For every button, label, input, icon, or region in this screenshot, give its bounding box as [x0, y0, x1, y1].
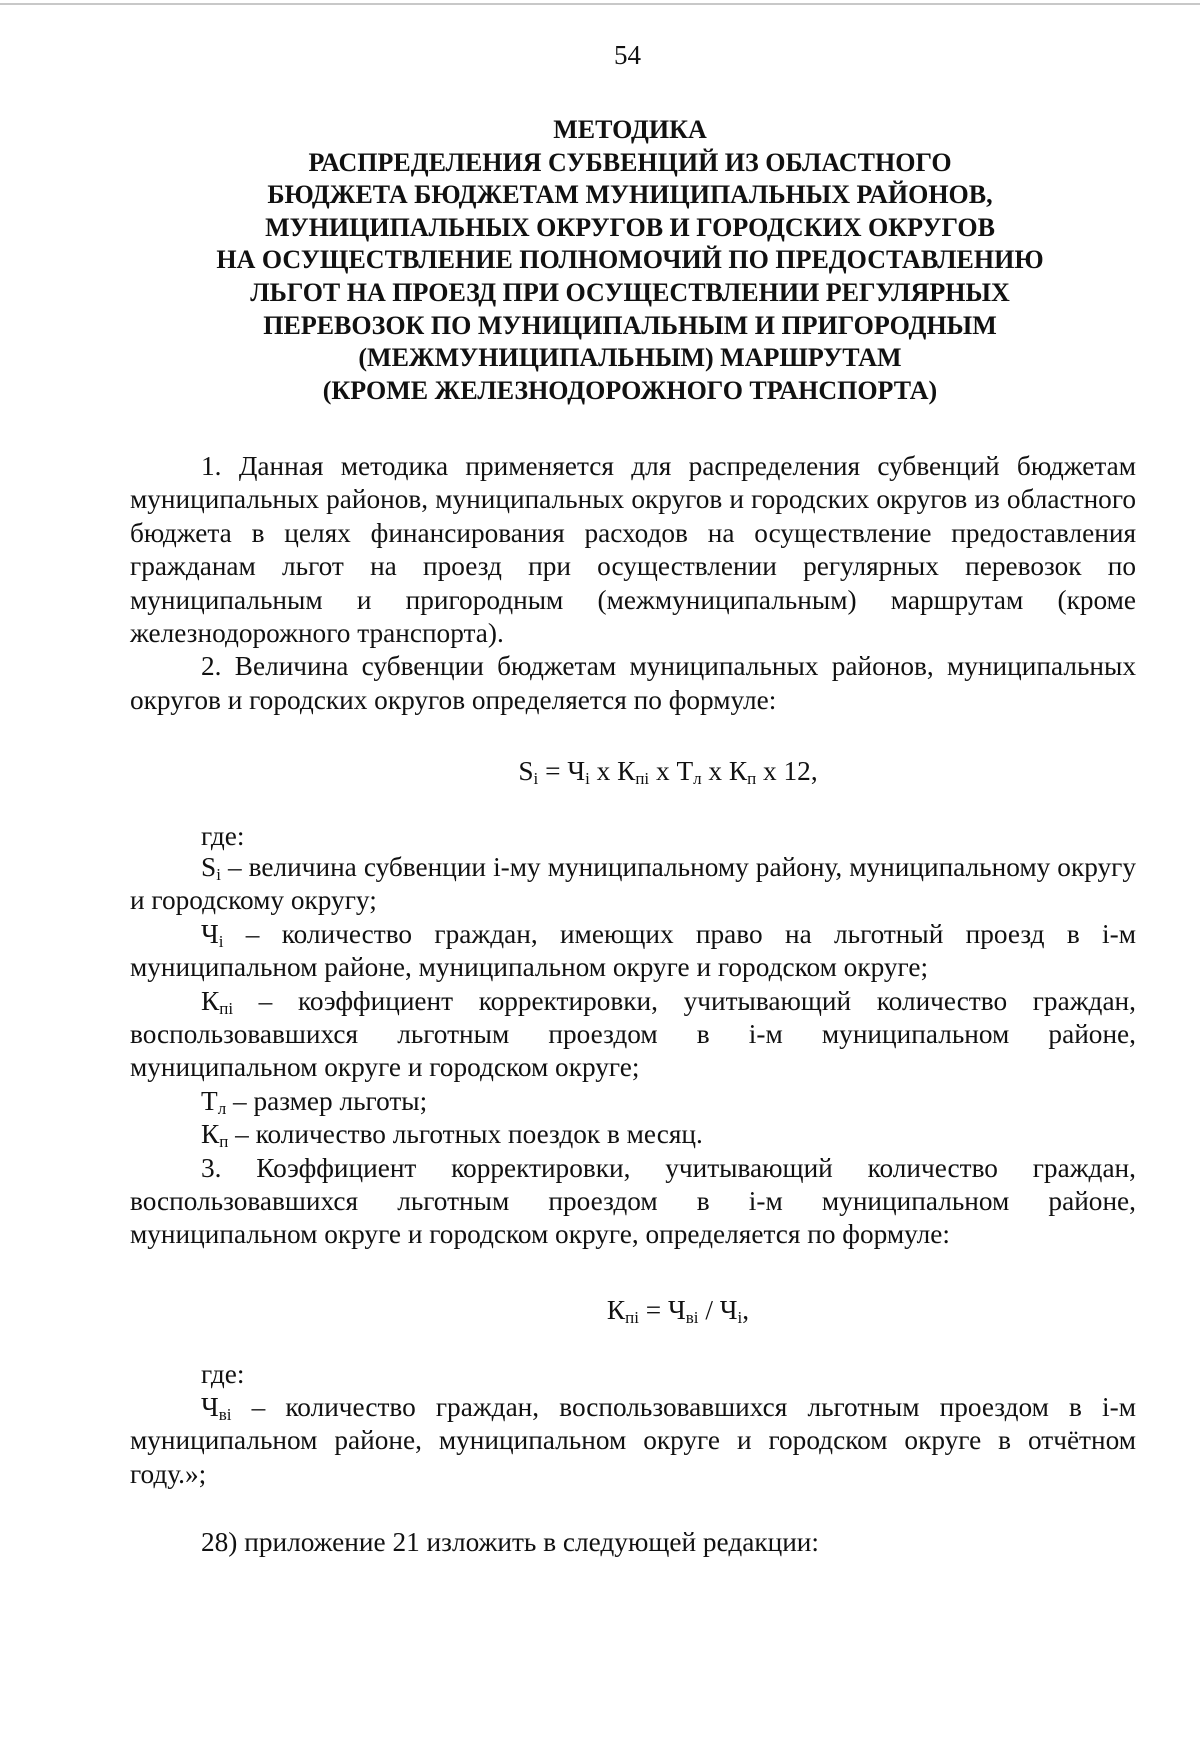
def-symbol: Ч [201, 1392, 219, 1422]
definition-kpi [130, 985, 1136, 1085]
def-subscript: л [217, 1098, 227, 1118]
formula-subscript: i [737, 1308, 743, 1327]
formula-symbol: Ч [719, 1295, 738, 1325]
where-label-2 [130, 1358, 1136, 1391]
formula-coefficient [130, 1295, 1136, 1326]
title-line: БЮДЖЕТА БЮДЖЕТАМ МУНИЦИПАЛЬНЫХ РАЙОНОВ, [267, 180, 993, 210]
page-number: 54 [614, 40, 641, 70]
title-line: ПЕРЕВОЗОК ПО МУНИЦИПАЛЬНЫМ И ПРИГОРОДНЫМ [263, 310, 997, 340]
title-line: НА ОСУЩЕСТВЛЕНИЕ ПОЛНОМОЧИЙ ПО ПРЕДОСТАВЛЕНИЮ [216, 245, 1044, 275]
formula-tail: , [742, 1295, 750, 1325]
formula-symbol: S [518, 756, 534, 786]
definition-tl [130, 1085, 1136, 1118]
def-symbol: К [201, 985, 220, 1016]
def-subscript: i [216, 865, 221, 884]
def-symbol: Т [201, 1085, 218, 1116]
paragraph-1: 1. Данная методика применяется для распределения субвенций бюджетам муниципальных районов, муниципальных округов и городских округов из областного бюджета в целях финансирования расходов на осуществление предоставления гражданам льгот на проезд при осуществлении регулярных перевозок по муниципальным и пригородным (межмуниципальным) маршрутам (кроме железнодорожного транспорта). [130, 451, 1136, 649]
formula-operator: x [649, 756, 677, 786]
formula-operator: x [701, 756, 729, 786]
title-line: ЛЬГОТ НА ПРОЕЗД ПРИ ОСУЩЕСТВЛЕНИИ РЕГУЛЯРНЫХ [250, 277, 1010, 307]
formula-operator: = [538, 756, 568, 786]
formula-operator: = [638, 1295, 669, 1325]
formula-subscript: i [585, 769, 590, 788]
formula-operator: / [698, 1295, 720, 1325]
formula-symbol: Ч [567, 756, 586, 786]
def-subscript: п [219, 1132, 229, 1152]
formula-symbol: Т [676, 756, 694, 786]
formula-subscript: л [693, 769, 702, 788]
def-text: – количество льготных поездок в месяц. [228, 1119, 703, 1150]
formula-subvention [130, 756, 1136, 787]
formula-symbol: К [606, 1295, 626, 1325]
scan-edge-line [0, 3, 1200, 5]
definition-si [130, 851, 1136, 918]
def-subscript: i [218, 931, 224, 951]
definition-kn [130, 1118, 1136, 1151]
formula-symbol: К [728, 756, 748, 786]
formula-symbol: К [617, 756, 636, 786]
def-symbol: К [201, 1119, 220, 1150]
def-text: – количество граждан, имеющих право на льготный проезд в i-м муниципальном районе, муниципальном округе и городском округе; [130, 918, 1136, 983]
formula-operator: x [589, 756, 618, 786]
formula-subscript: вi [685, 1308, 699, 1327]
formula-subscript: пi [625, 1308, 639, 1327]
def-text: – количество граждан, воспользовавшихся льготным проездом в i-м муниципальном районе, муниципальном округе и городском округе в отчётном году.»; [130, 1392, 1136, 1489]
def-subscript: пi [219, 998, 234, 1018]
title-line: (КРОМЕ ЖЕЛЕЗНОДОРОЖНОГО ТРАНСПОРТА) [322, 375, 938, 405]
def-text: – коэффициент корректировки, учитывающий количество граждан, воспользовавшихся льготным проездом в i-м муниципальном районе, муниципальном округе и городском округе; [130, 985, 1136, 1083]
paragraph-3: 3. Коэффициент корректировки, учитывающий количество граждан, воспользовавшихся льготным проездом в i-м муниципальном районе, муниципальном округе и городском округе, определяется по формуле: [130, 1152, 1136, 1250]
title-line: МЕТОДИКА [553, 115, 707, 144]
def-subscript: вi [218, 1405, 232, 1424]
formula-subscript: i [533, 769, 539, 788]
amendment-text: 28) приложение 21 изложить в следующей редакции: [201, 1527, 819, 1557]
definition-chvi [130, 1391, 1136, 1491]
title-line: МУНИЦИПАЛЬНЫХ ОКРУГОВ И ГОРОДСКИХ ОКРУГОВ [265, 212, 995, 242]
def-text: – размер льготы; [226, 1085, 428, 1116]
def-symbol: Ч [201, 918, 219, 949]
where-text: где: [201, 1359, 245, 1389]
definitions-2 [130, 1391, 1136, 1491]
def-symbol: S [201, 852, 217, 882]
section-paragraphs-1-2 [130, 450, 1136, 717]
definition-chi [130, 918, 1136, 985]
formula-subscript: пi [635, 769, 650, 788]
where-text: где: [201, 821, 245, 851]
title-line: (МЕЖМУНИЦИПАЛЬНЫМ) МАРШРУТАМ [358, 343, 902, 373]
formula-subscript: п [747, 769, 757, 788]
where-label-1 [130, 820, 1136, 853]
formula-tail: x 12, [756, 756, 818, 786]
document-title [80, 114, 1180, 407]
title-line: РАСПРЕДЕЛЕНИЯ СУБВЕНЦИЙ ИЗ ОБЛАСТНОГО [308, 147, 952, 177]
formula-symbol: Ч [668, 1295, 686, 1325]
paragraph-2: 2. Величина субвенции бюджетам муниципальных районов, муниципальных округов и городских округов определяется по формуле: [130, 651, 1136, 715]
definitions-1 [130, 851, 1136, 1252]
def-text: – величина субвенции i-му муниципальному району, муниципальному округу и городскому округу; [130, 852, 1136, 916]
amendment-line [201, 1526, 1101, 1559]
